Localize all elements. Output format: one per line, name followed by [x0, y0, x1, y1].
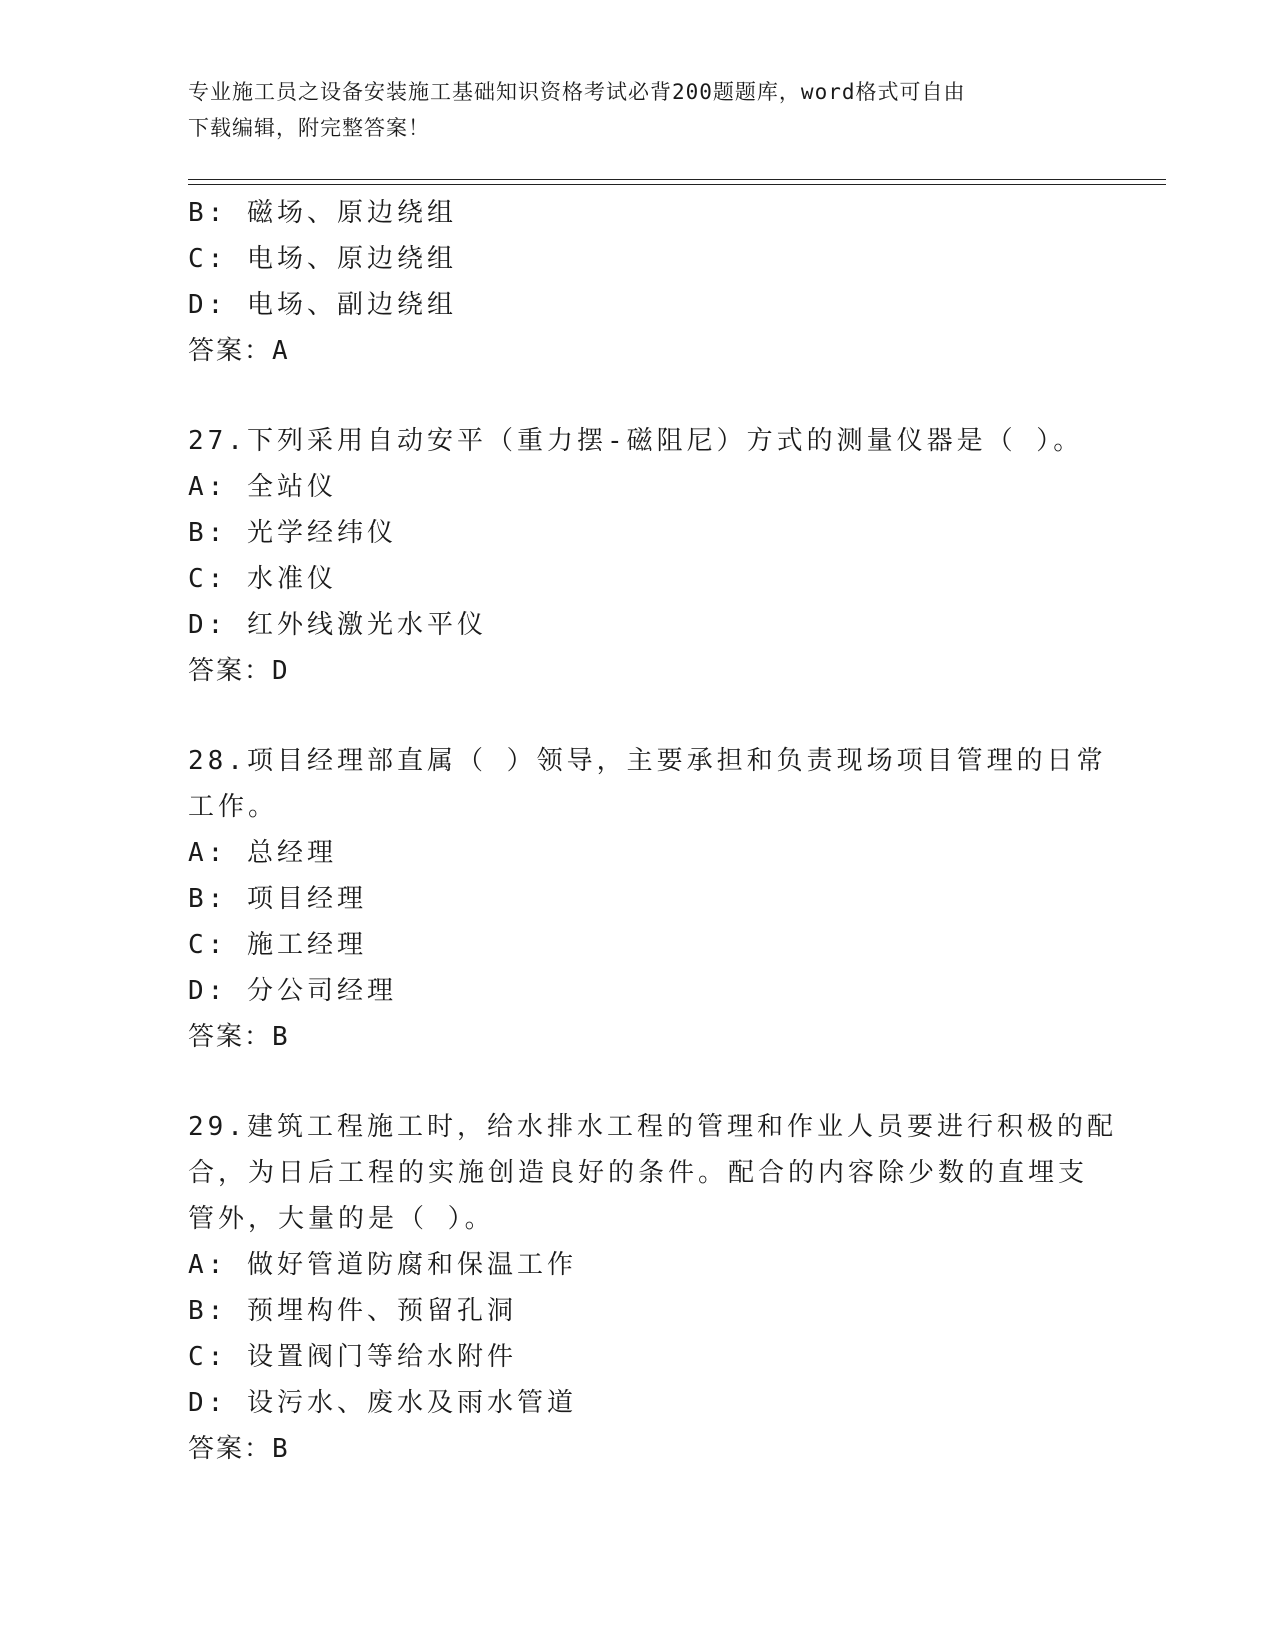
question-block-29	[188, 1104, 1117, 1472]
option-a: A: 全站仪	[188, 472, 337, 502]
answer-line: 答案：A	[188, 336, 290, 366]
option-b: B: 预埋构件、预留孔洞	[188, 1296, 517, 1326]
spacer	[188, 374, 1088, 418]
header-line-2: 下载编辑，附完整答案！	[188, 116, 430, 140]
answer-line: 答案：B	[188, 1434, 290, 1464]
option-c: C: 电场、原边绕组	[188, 244, 457, 274]
question-block-prev	[188, 190, 1088, 374]
question-list	[188, 190, 1117, 1472]
question-text-line-3: 管外，大量的是（ ）。	[188, 1204, 495, 1234]
header-line-1: 专业施工员之设备安装施工基础知识资格考试必背200题题库，word格式可自由	[188, 80, 966, 104]
option-d: D: 分公司经理	[188, 976, 397, 1006]
spacer	[188, 694, 1088, 738]
answer-line: 答案：B	[188, 1022, 290, 1052]
option-b: B: 项目经理	[188, 884, 367, 914]
option-c: C: 施工经理	[188, 930, 367, 960]
document-header	[188, 74, 1088, 146]
option-b: B: 光学经纬仪	[188, 518, 397, 548]
option-c: C: 水准仪	[188, 564, 337, 594]
spacer	[188, 1060, 1088, 1104]
option-a: A: 总经理	[188, 838, 337, 868]
option-d: D: 设污水、废水及雨水管道	[188, 1388, 577, 1418]
header-divider-top	[188, 179, 1166, 180]
question-text-line-2: 工作。	[188, 792, 279, 822]
question-block-28	[188, 738, 1107, 1060]
answer-line: 答案：D	[188, 656, 290, 686]
option-d: D: 电场、副边绕组	[188, 290, 457, 320]
question-text: 27.下列采用自动安平（重力摆-磁阻尼）方式的测量仪器是（ ）。	[188, 426, 1084, 456]
question-text-line-1: 29.建筑工程施工时，给水排水工程的管理和作业人员要进行积极的配	[188, 1112, 1117, 1142]
option-d: D: 红外线激光水平仪	[188, 610, 487, 640]
question-block-27	[188, 418, 1088, 694]
option-b: B: 磁场、原边绕组	[188, 198, 457, 228]
option-c: C: 设置阀门等给水附件	[188, 1342, 517, 1372]
question-text-line-1: 28.项目经理部直属（ ）领导，主要承担和负责现场项目管理的日常	[188, 746, 1107, 776]
question-text-line-2: 合，为日后工程的实施创造良好的条件。配合的内容除少数的直埋支	[188, 1158, 1089, 1188]
header-divider-bottom	[188, 184, 1166, 185]
option-a: A: 做好管道防腐和保温工作	[188, 1250, 577, 1280]
